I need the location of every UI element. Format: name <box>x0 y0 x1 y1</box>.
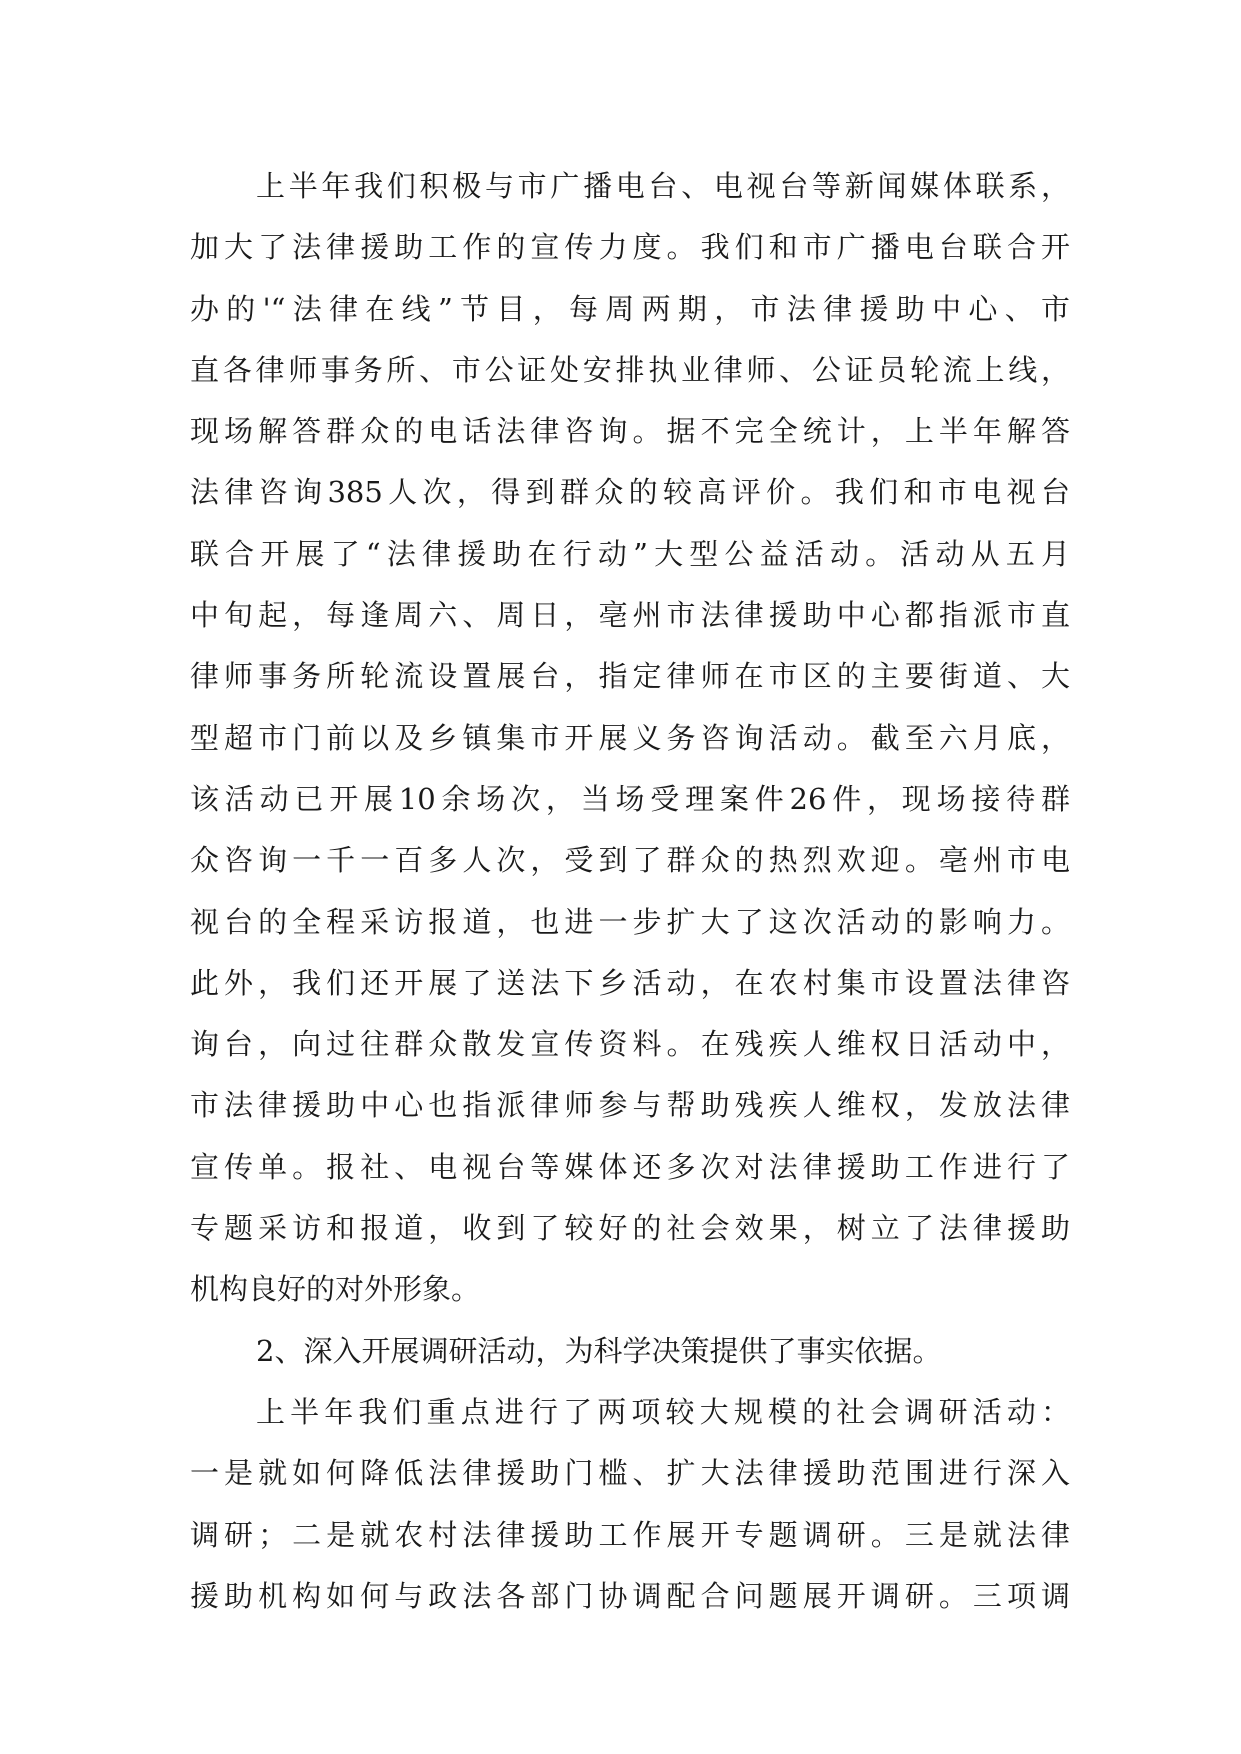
paragraph-2-line-4: 援助机构如何与政法各部门协调配合问题展开调研。三项调 <box>190 1578 1070 1613</box>
section-heading-2: 2、深入开展调研活动，为科学决策提供了事实依据。 <box>256 1333 942 1368</box>
paragraph-1-line-1: 上半年我们积极与市广播电台、电视台等新闻媒体联系， <box>256 169 1070 203</box>
paragraph-1-line-17: 宣传单。报社、电视台等媒体还多次对法律援助工作进行了 <box>190 1149 1070 1184</box>
paragraph-1-line-13: 视台的全程采访报道，也进一步扩大了这次活动的影响力。 <box>190 904 1070 939</box>
paragraph-1-line-14: 此外，我们还开展了送法下乡活动，在农村集市设置法律咨 <box>190 965 1070 1000</box>
paragraph-1-line-10: 型超市门前以及乡镇集市开展义务咨询活动。截至六月底， <box>190 720 1070 755</box>
paragraph-1-line-11: 该活动已开展10余场次，当场受理案件26件，现场接待群 <box>190 781 1070 816</box>
paragraph-1-line-16: 市法律援助中心也指派律师参与帮助残疾人维权，发放法律 <box>190 1088 1070 1123</box>
paragraph-1-line-19: 机构良好的对外形象。 <box>190 1272 481 1307</box>
paragraph-1-line-4: 直各律师事务所、市公证处安排执业律师、公证员轮流上线， <box>190 352 1070 387</box>
paragraph-1-line-6: 法律咨询385人次，得到群众的较高评价。我们和市电视台 <box>190 475 1070 510</box>
paragraph-1-line-3: 办的'“法律在线”节目，每周两期，市法律援助中心、市 <box>190 291 1070 326</box>
paragraph-2-line-3: 调研；二是就农村法律援助工作展开专题调研。三是就法律 <box>190 1517 1070 1552</box>
paragraph-1-line-18: 专题采访和报道，收到了较好的社会效果，树立了法律援助 <box>190 1211 1070 1246</box>
paragraph-2-line-1: 上半年我们重点进行了两项较大规模的社会调研活动： <box>256 1394 1070 1429</box>
paragraph-1-line-2: 加大了法律援助工作的宣传力度。我们和市广播电台联合开 <box>190 230 1070 265</box>
paragraph-1-line-5: 现场解答群众的电话法律咨询。据不完全统计，上半年解答 <box>190 414 1070 449</box>
paragraph-2-line-2: 一是就如何降低法律援助门槛、扩大法律援助范围进行深入 <box>190 1456 1070 1491</box>
paragraph-1-line-12: 众咨询一千一百多人次，受到了群众的热烈欢迎。亳州市电 <box>190 843 1070 878</box>
paragraph-1-line-15: 询台，向过往群众散发宣传资料。在残疾人维权日活动中， <box>190 1027 1070 1062</box>
document-body <box>190 156 1070 1627</box>
paragraph-1-line-7: 联合开展了“法律援助在行动”大型公益活动。活动从五月 <box>190 536 1070 571</box>
paragraph-1-line-9: 律师事务所轮流设置展台，指定律师在市区的主要街道、大 <box>190 659 1070 694</box>
paragraph-1-line-8: 中旬起，每逢周六、周日，亳州市法律援助中心都指派市直 <box>190 598 1070 633</box>
